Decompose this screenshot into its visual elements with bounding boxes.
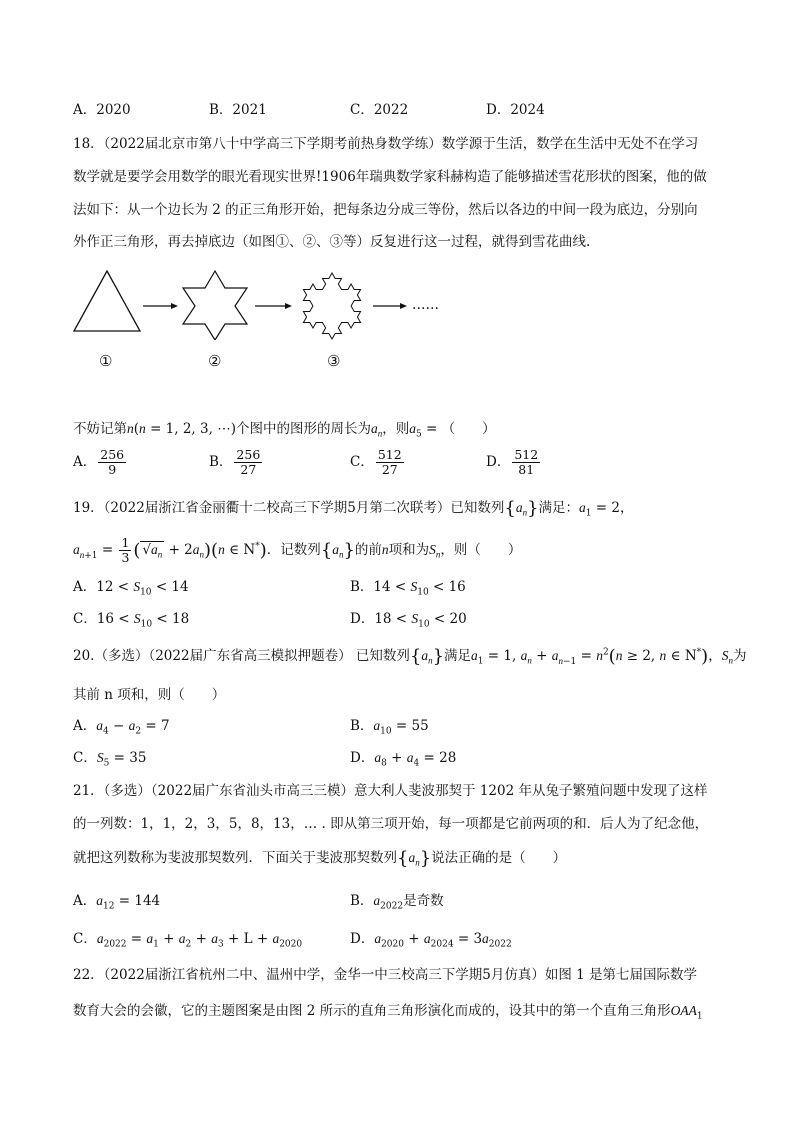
figure-2-star [183, 271, 247, 340]
arrow-2-head [285, 303, 292, 309]
q19-option-d: D．$18 < S_{10} < 20$ [350, 611, 467, 630]
figure-3-label: ③ [327, 352, 341, 370]
snowflake-diagram [72, 268, 452, 340]
q17-option-a: A．2020 [73, 102, 131, 118]
q18-stem: 不妨记第n(n = 1, 2, 3, ⋯)个图中的图形的周长为$a_n$，则$a_5$ = （ ） [73, 421, 496, 440]
q17-option-d: D．2024 [486, 102, 545, 118]
q20-line-2: 其前 n 项和，则（ ） [73, 687, 226, 703]
q21-option-c: C．$a_{2022} = a_1 + a_2 + a_3 + L + a_{2020}$ [73, 931, 303, 950]
q17-option-b: B．2021 [209, 102, 267, 118]
q18-option-c: C． $\frac{512}{27}$ [350, 447, 402, 477]
q21-line-3: 就把这列数称为斐波那契数列．下面关于斐波那契数列$\{a_n\}$说法正确的是（ ） [73, 848, 567, 869]
figure-2-label: ② [208, 352, 222, 370]
q21-line-2: 的一列数：1，1，2，3，5，8，13，… . 即从第三项开始，每一项都是它前两项的和．后人为了纪念他， [73, 816, 709, 832]
q18-option-a: A． $\frac{256}{9}$ [73, 447, 125, 477]
q17-option-c: C．2022 [350, 102, 409, 118]
q18-line-3: 法如下：从一个边长为 2 的正三角形开始，把每条边分成三等份，然后以各边的中间一段为底边，分别向 [73, 202, 698, 218]
arrow-3-head [400, 303, 407, 309]
figure-1-label: ① [99, 352, 113, 370]
q21-option-d: D．$a_{2020} + a_{2024} = 3a_{2022}$ [350, 931, 512, 950]
q18-option-d: D． $\frac{512}{81}$ [486, 447, 539, 477]
q18-line-2: 数学就是要学会用数学的眼光看现实世界!1906年瑞典数学家科赫构造了能够描述雪花形状的图案，他的做 [73, 169, 707, 185]
q19-line-1: 19．（2022届浙江省金丽衢十二校高三下学期5月第二次联考）已知数列$\{a_n\}$满足：$a_1 = 2$， [73, 498, 634, 519]
arrow-1-head [171, 303, 178, 309]
q20-option-b: B．$a_{10} = 55$ [350, 718, 429, 737]
q19-option-b: B．$14 < S_{10} < 16$ [350, 579, 466, 598]
q19-line-2: $a_{n+1}$ = $\frac{1}{3}$ ( $√a_n + 2a_n)(n$ ∈ N*)．记数列$\{a_n\}$的前n项和为$S_n$，则（ ） [73, 535, 522, 565]
q20-option-d: D．$a_8 + a_4 = 28$ [350, 750, 457, 769]
q21-option-b: B．$a_{2022}$是奇数 [350, 893, 444, 912]
figure-3-koch-curve [303, 273, 360, 339]
q19-option-a: A．$12 < S_{10} < 14$ [73, 579, 189, 598]
figure-1-triangle [74, 271, 140, 331]
q22-line-1: 22．（2022届浙江省杭州二中、温州中学，金华一中三校高三下学期5月仿真）如图 1 是第七届国际数学 [73, 967, 698, 983]
q18-line-4: 外作正三角形，再去掉底边（如图①、②、③等）反复进行这一过程，就得到雪花曲线. [73, 234, 591, 250]
q22-line-2: 数育大会的会徽，它的主题图案是由图 2 所示的直角三角形演化而成的，设其中的第一个直角三角形$OAA_1$ [73, 1003, 703, 1022]
q19-option-c: C．$16 < S_{10} < 18$ [73, 611, 190, 630]
q20-line-1: 20.（多选）（2022届广东省高三模拟押题卷） 已知数列$\{a_n\}$满足$a_1 = 1$, $a_n + a_{n-1} = n^2(n \ge 2$, n ∈ N*)，$S_n$为 [73, 646, 747, 667]
q18-line-1: 18．（2022届北京市第八十中学高三下学期考前热身数学练）数学源于生活，数学在生活中无处不在学习 [73, 136, 699, 152]
q20-option-a: A．$a_4 - a_2 = 7$ [73, 718, 170, 737]
figure-continuation-dots: …… [412, 297, 439, 313]
q21-option-a: A．$a_{12} = 144$ [73, 893, 161, 912]
q21-line-1: 21．（多选）（2022届广东省汕头市高三三模）意大利人斐波那契于 1202 年从兔子繁殖问题中发现了这样 [73, 783, 708, 799]
snowflake-figures [72, 268, 452, 370]
q20-option-c: C．$S_5 = 35$ [73, 750, 147, 769]
q18-option-b: B． $\frac{256}{27}$ [209, 447, 261, 477]
